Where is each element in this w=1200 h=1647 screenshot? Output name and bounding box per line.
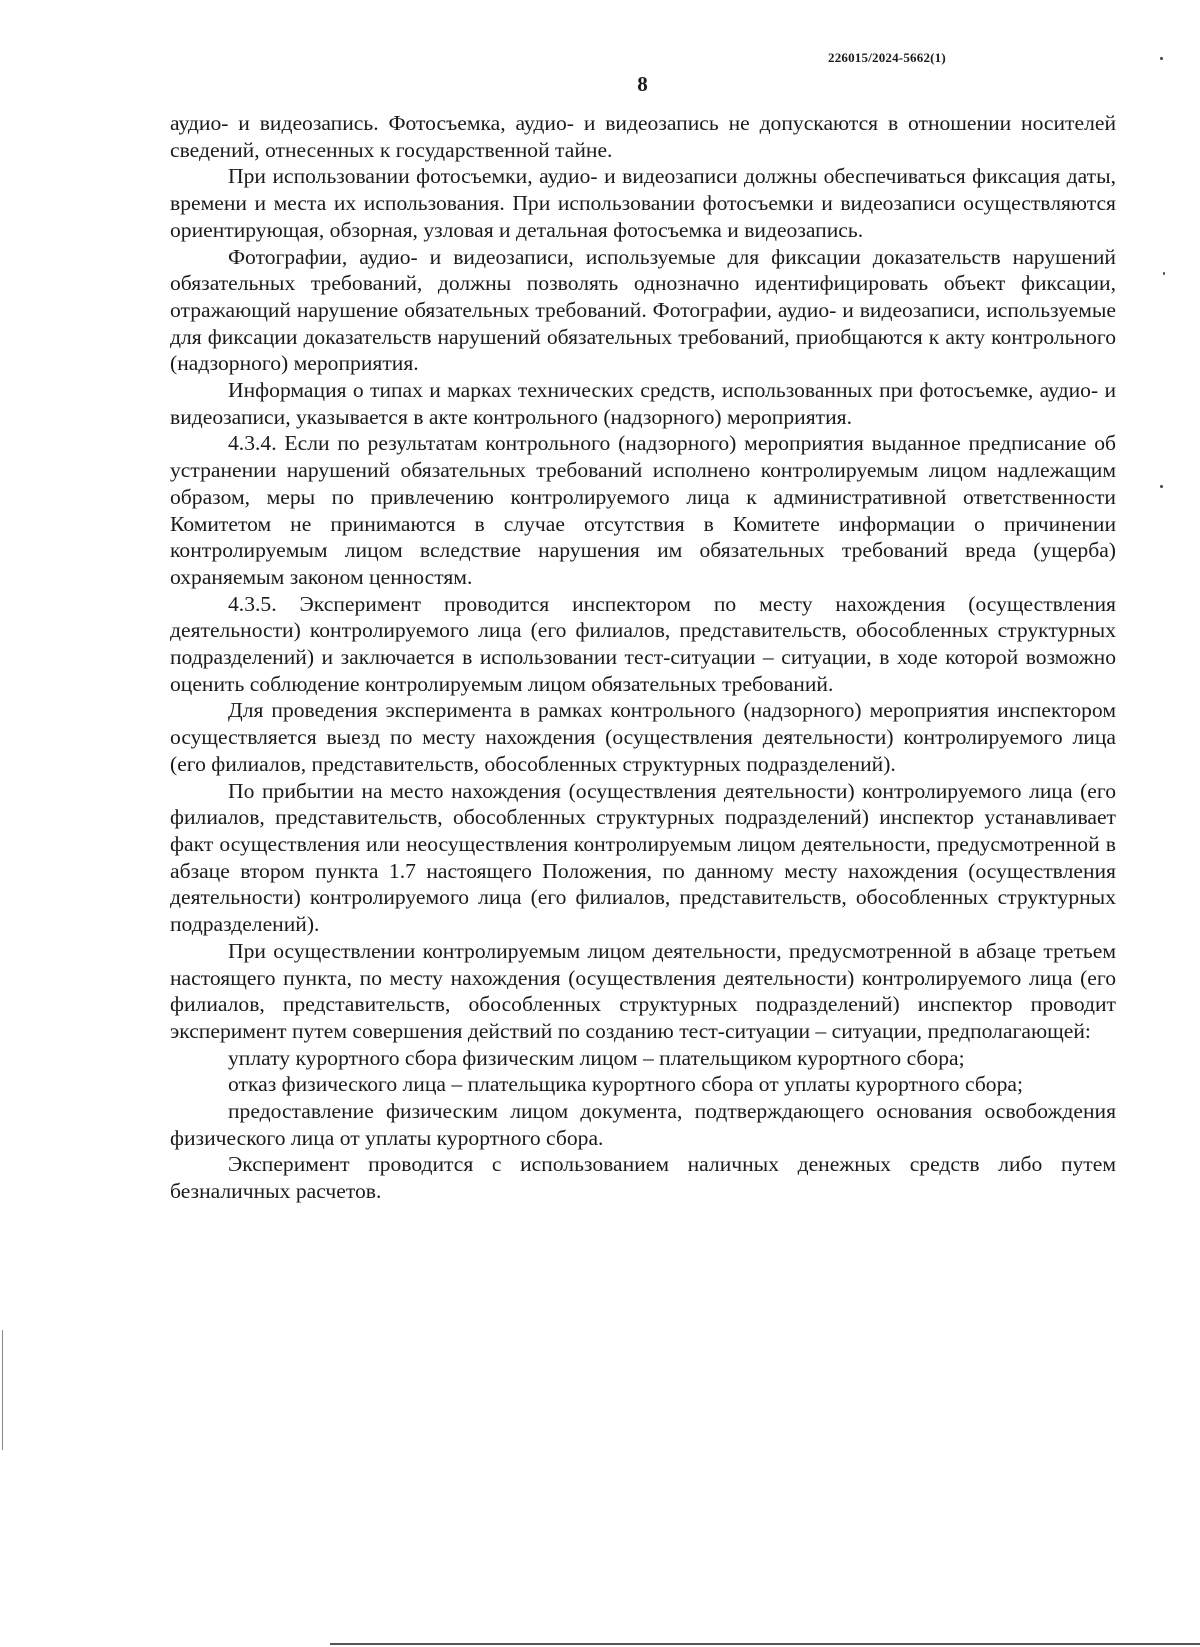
paragraph-4: Информация о типах и марках технических средств, использованных при фотосъемке, аудио- и видеозаписи, указывается в акте контрольного (надзорного) мероприятия.	[170, 378, 1116, 429]
paragraph-4-3-4: 4.3.4. Если по результатам контрольного (надзорного) мероприятия выданное предписание об устранении нарушений обязательных требований исполнено контролируемым лицом надлежащим образом, меры по привлечению контролируемого лица к административной ответственности Комитетом не принимаются в случае отсутствия в Комитете информации о причинении контролируемым лицом вследствие нарушения им обязательных требований вреда (ущерба) охраняемым законом ценностям.	[170, 431, 1116, 589]
paragraph-9: При осуществлении контролируемым лицом деятельности, предусмотренной в абзаце третьем настоящего пункта, по месту нахождения (осуществления деятельности) контролируемого лица (его филиалов, представительств, обособленных структурных подразделений) инспектор проводит эксперимент путем совершения действий по созданию тест-ситуации – ситуации, предполагающей:	[170, 938, 1116, 1043]
page-number: 8	[637, 72, 648, 96]
scan-speck	[1160, 57, 1163, 60]
paragraph-7: Для проведения эксперимента в рамках контрольного (надзорного) мероприятия инспектором осуществляется выезд по месту нахождения (осуществления деятельности) контролируемого лица (его филиалов, представительств, обособленных структурных подразделений).	[170, 698, 1116, 776]
paragraph-4-3-5: 4.3.5. Эксперимент проводится инспектором по месту нахождения (осуществления деятельности) контролируемого лица (его филиалов, представительств, обособленных структурных подразделений) и заключается в использовании тест-ситуации – ситуации, в ходе которой возможно оценить соблюдение контролируемым лицом обязательных требований.	[170, 591, 1116, 696]
list-item-refusal: отказ физического лица – плательщика курортного сбора от уплаты курортного сбора;	[228, 1072, 1023, 1097]
paragraph-2: При использовании фотосъемки, аудио- и видеозаписи должны обеспечиваться фиксация даты, времени и места их использования. При использовании фотосъемки и видеозаписи осуществляются ориентирующая, обзорная, узловая и детальная фотосъемка и видеозапись.	[170, 164, 1116, 242]
scan-speck	[1163, 272, 1165, 275]
paragraph-13: Эксперимент проводится с использованием наличных денежных средств либо путем безналичных расчетов.	[170, 1152, 1116, 1204]
paragraph-1: аудио- и видеозапись. Фотосъемка, аудио- и видеозапись не допускаются в отношении носителей сведений, отнесенных к государственной тайне.	[170, 111, 1116, 162]
paragraph-8: По прибытии на место нахождения (осуществления деятельности) контролируемого лица (его филиалов, представительств, обособленных структурных подразделений) инспектор устанавливает факт осуществления или неосуществления контролируемым лицом деятельности, предусмотренной в абзаце втором пункта 1.7 настоящего Положения, по данному месту нахождения (осуществления деятельности) контролируемого лица (его филиалов, представительств, обособленных структурных подразделений).	[170, 778, 1116, 937]
scan-speck	[1160, 485, 1163, 488]
list-item-payment: уплату курортного сбора физическим лицом – плательщиком курортного сбора;	[228, 1045, 965, 1070]
document-id: 226015/2024-5662(1)	[828, 50, 946, 65]
document-body	[170, 110, 1116, 1205]
list-item-exemption: предоставление физическим лицом документа, подтверждающего основания освобождения физического лица от уплаты курортного сбора.	[170, 1099, 1116, 1150]
scan-edge-line	[2, 1330, 3, 1450]
scan-bottom-edge	[330, 1643, 1200, 1645]
paragraph-3: Фотографии, аудио- и видеозаписи, используемые для фиксации доказательств нарушений обязательных требований, должны позволять однозначно идентифицировать объект фиксации, отражающий нарушение обязательных требований. Фотографии, аудио- и видеозаписи, используемые для фиксации доказательств нарушений обязательных требований, приобщаются к акту контрольного (надзорного) мероприятия.	[170, 244, 1116, 376]
